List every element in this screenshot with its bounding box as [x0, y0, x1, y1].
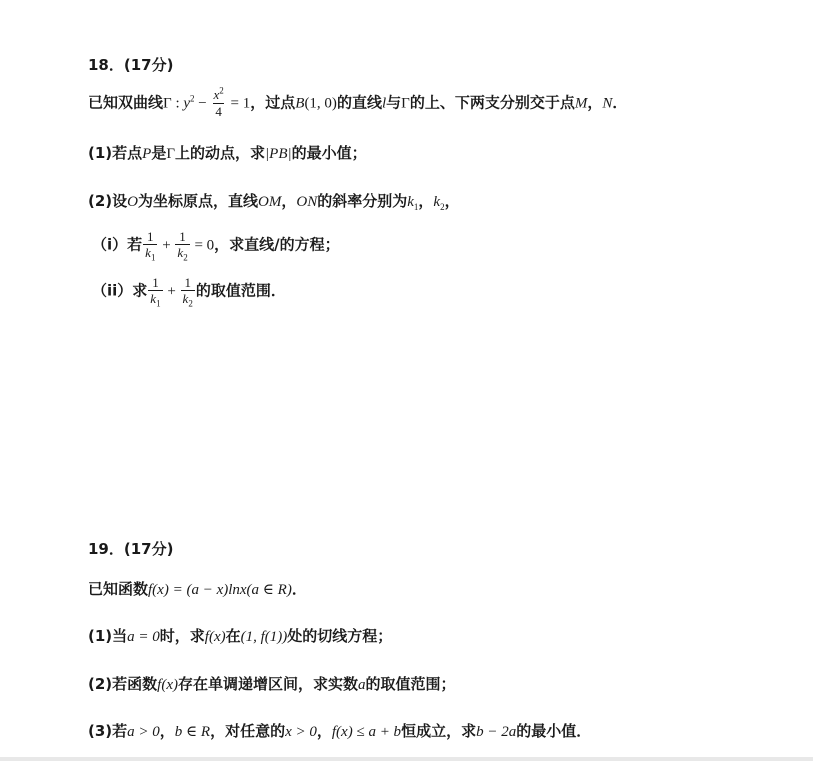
one-over-k2-fraction: $\frac{1}{k_2}$	[182, 275, 193, 309]
page-bottom-edge	[0, 757, 813, 761]
one-over-k1-fraction: $\frac{1}{k_1}$	[150, 275, 161, 309]
q19-part2: (2)若函数f(x)存在单调递增区间，求实数a的取值范围；	[88, 675, 456, 693]
q18-header: 18．(17分)	[88, 56, 174, 74]
q18-stem: 已知双曲线Γ : $y^2$ − $\frac{x^2}{4}$ = 1，过点B(1, 0)的直线l与Γ的上、下两支分别交于点M，N．	[88, 85, 628, 119]
q18-part2: (2)设O为坐标原点，直线OM，ON的斜率分别为$k_1$，$k_2$，	[88, 192, 460, 212]
q19-stem: 已知函数f(x) = (a − x)lnx(a ∈ R)．	[88, 580, 307, 598]
one-over-k2-fraction: $\frac{1}{k_2}$	[177, 229, 188, 263]
q18-part1: (1)若点P是Γ上的动点，求|PB|的最小值；	[88, 144, 367, 162]
q19-part1: (1)当a = 0时，求f(x)在(1, f(1))处的切线方程；	[88, 627, 393, 645]
q18-part2-i: （i）若 $\frac{1}{k_1}$ + $\frac{1}{k_2}$ = 0，求直线/的方程；	[92, 229, 340, 263]
q19-part3: (3)若a > 0，b ∈ R，对任意的x > 0，f(x) ≤ a + b恒成立，求b − 2a的最小值．	[88, 722, 592, 740]
q18-part2-ii: （ii）求 $\frac{1}{k_1}$ + $\frac{1}{k_2}$ 的取值范围．	[92, 275, 286, 309]
q19-header: 19．(17分)	[88, 540, 174, 558]
one-over-k1-fraction: $\frac{1}{k_1}$	[145, 229, 156, 263]
x2-over-4-fraction: $\frac{x^2}{4}$	[213, 85, 224, 119]
